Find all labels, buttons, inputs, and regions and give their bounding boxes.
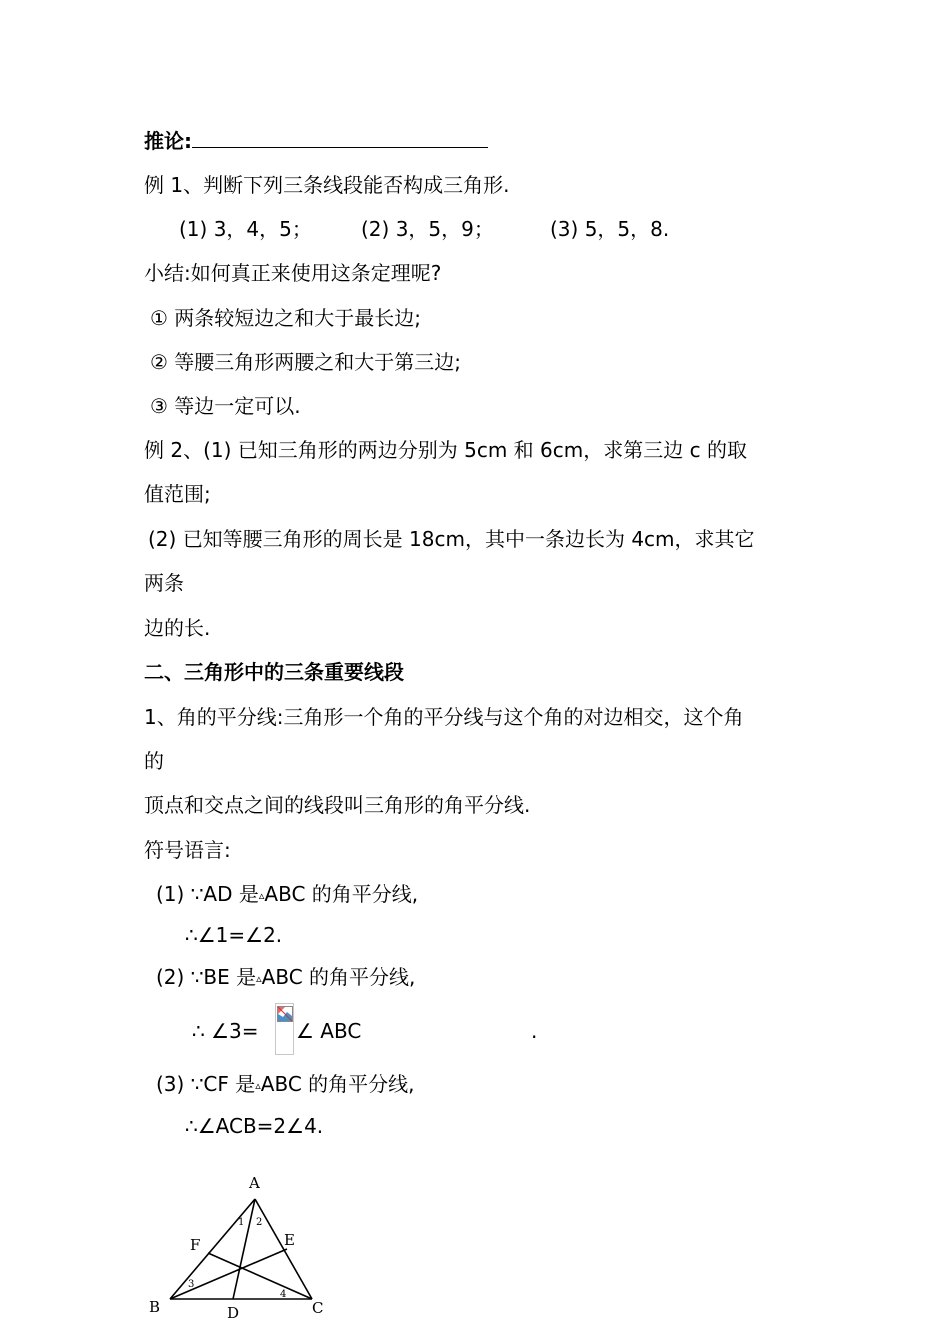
angle-label-1: 1	[238, 1217, 245, 1228]
proof-2-suffix: ABC 的角平分线,	[261, 965, 416, 989]
definition-line-3: 顶点和交点之间的线段叫三角形的角平分线.	[144, 793, 531, 817]
proof-3-premise	[156, 1071, 415, 1099]
triangle-figure	[140, 1165, 340, 1325]
proof-3-result: ∴∠ACB=2∠4.	[185, 1114, 324, 1138]
summary: 小结:如何真正来使用这条定理呢?	[144, 261, 442, 285]
fraction-image-placeholder	[275, 1003, 294, 1055]
proof-2-result-left: ∴ ∠3=	[192, 1019, 259, 1043]
summary-point-2: ② 等腰三角形两腰之和大于第三边;	[150, 350, 462, 374]
proof-3-prefix: (3) ∵CF 是	[156, 1072, 256, 1096]
example-2-line-4: 两条	[144, 571, 184, 595]
label-d: D	[227, 1304, 240, 1322]
proof-2-premise	[156, 964, 415, 992]
side-ab	[170, 1199, 255, 1299]
example-1-item-1: (1) 3，4，5；	[179, 217, 312, 241]
label-e: E	[284, 1231, 295, 1249]
definition-line-2: 的	[144, 749, 164, 773]
triangle-icon: ▵	[255, 1079, 261, 1092]
triangle-icon: ▵	[256, 972, 262, 985]
label-c: C	[312, 1299, 324, 1317]
angle-label-3: 3	[188, 1279, 195, 1290]
proof-1-premise	[156, 881, 418, 909]
label-f: F	[190, 1236, 201, 1254]
bisector-ad	[233, 1199, 255, 1299]
example-2-line-2: 值范围;	[144, 482, 211, 506]
bisector-be	[170, 1249, 287, 1299]
inference-blank	[192, 129, 488, 148]
example-2-line-5: 边的长.	[144, 616, 211, 640]
inference-label: 推论:	[144, 129, 192, 153]
proof-3-suffix: ABC 的角平分线,	[260, 1072, 415, 1096]
summary-point-1: ① 两条较短边之和大于最长边;	[150, 306, 422, 330]
example-1-item-3: (3) 5，5，8.	[550, 217, 670, 241]
example-1: 例 1、判断下列三条线段能否构成三角形.	[144, 173, 510, 197]
side-ac	[255, 1199, 312, 1299]
proof-1-suffix: ABC 的角平分线,	[264, 882, 419, 906]
proof-2-prefix: (2) ∵BE 是	[156, 965, 257, 989]
proof-1-result: ∴∠1=∠2.	[185, 923, 283, 947]
summary-point-3: ③ 等边一定可以.	[150, 394, 301, 418]
proof-2-period: .	[531, 1019, 538, 1043]
proof-2-result-right: ∠ ABC	[296, 1019, 362, 1043]
triangle-icon: ▵	[258, 889, 265, 902]
proof-1-prefix: (1) ∵AD 是	[156, 882, 259, 906]
broken-image-icon	[277, 1006, 293, 1022]
example-2-line-1: 例 2、(1) 已知三角形的两边分别为 5cm 和 6cm，求第三边 c 的取	[144, 438, 747, 462]
label-a: A	[249, 1174, 260, 1192]
angle-label-4: 4	[280, 1289, 287, 1300]
definition-line-1: 1、角的平分线:三角形一个角的平分线与这个角的对边相交，这个角	[144, 705, 744, 729]
label-b: B	[149, 1298, 161, 1316]
symbol-language: 符号语言:	[144, 838, 231, 862]
inference-line	[144, 128, 488, 154]
example-1-item-2: (2) 3，5，9；	[361, 217, 494, 241]
example-2-line-3: (2) 已知等腰三角形的周长是 18cm，其中一条边长为 4cm，求其它	[148, 527, 755, 551]
section-2-heading: 二、三角形中的三条重要线段	[144, 660, 404, 684]
angle-label-2: 2	[256, 1217, 263, 1228]
